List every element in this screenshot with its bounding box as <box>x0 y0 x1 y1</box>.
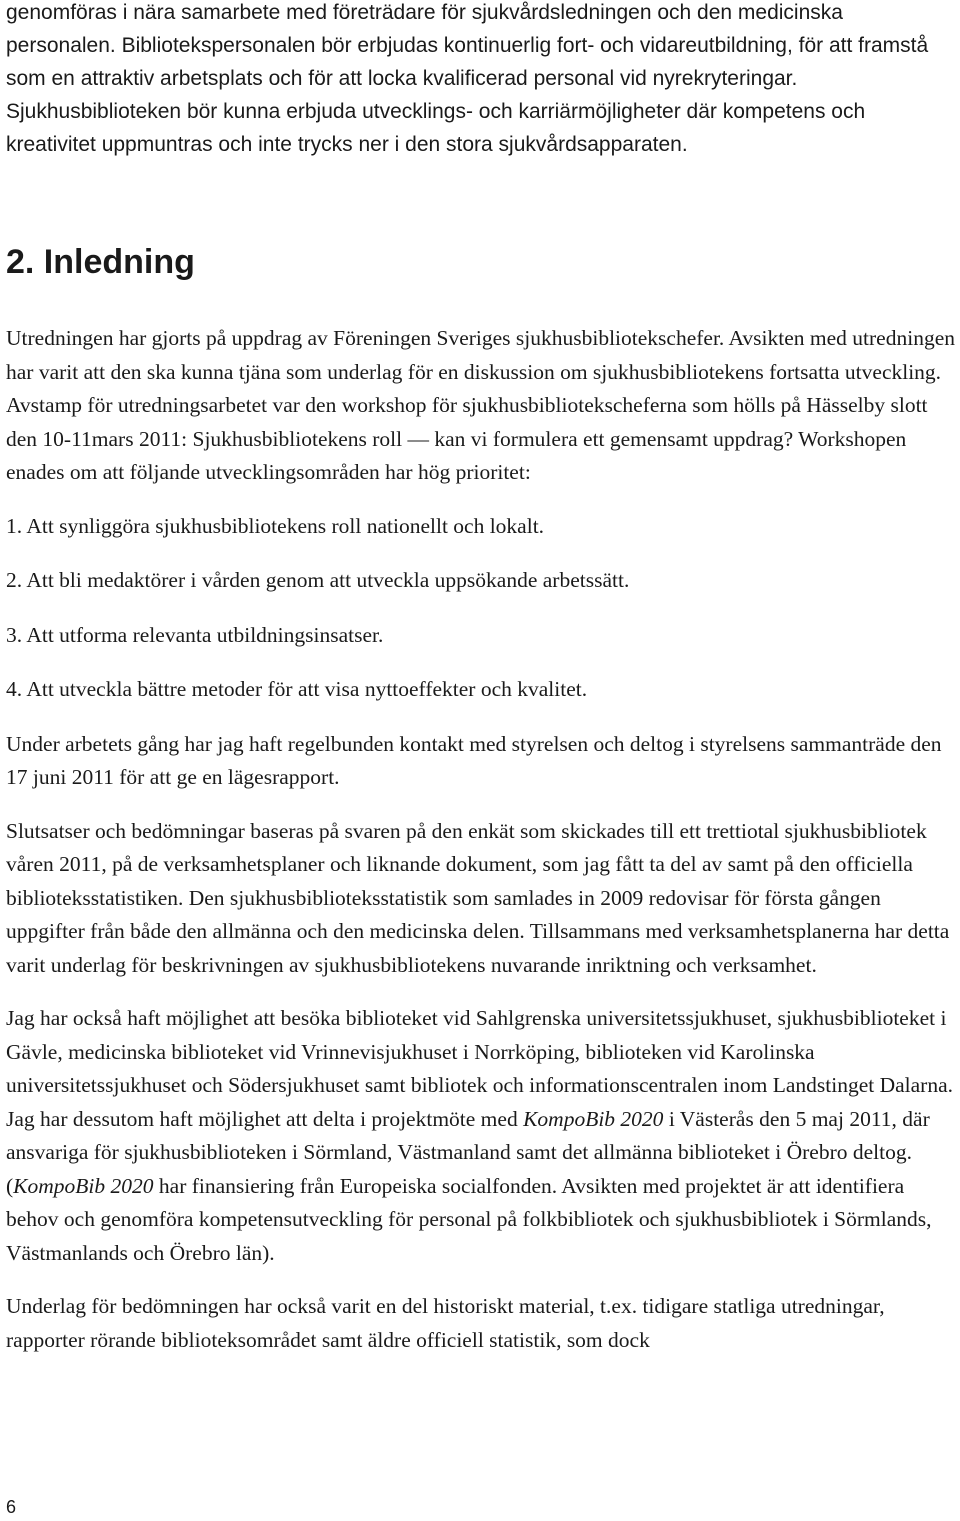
visits-text-3: har finansiering från Europeiska socialfonden. Avsikten med projektet är att identifiera behov och genomföra kompetensutveckling för personal på folkbibliotek och sjukhusbibliotek i Sörmlands, Västmanlands och Örebro län). <box>6 1173 932 1265</box>
paragraph-historical-material: Underlag för bedömningen har också varit en del historiskt material, t.ex. tidigare statliga utredningar, rapporter rörande biblioteksområdet samt äldre officiell statistik, som dock <box>6 1294 885 1352</box>
visits-text-1: Jag har också haft möjlighet att besöka biblioteket vid Sahlgrenska universitetssjukhuset, sjukhusbiblioteket i Gävle, medicinska biblioteket vid Vrinnevisjukhuset i Norrköping, biblioteken vid Karolinska universitetssjukhuset och Södersjukhuset samt bibliotek och informationscentralen inom Landstinget Dalarna. Jag har dessutom haft möjlighet att delta i projektmöte med <box>6 1006 953 1131</box>
paragraph-conclusions: Slutsatser och bedömningar baseras på svaren på den enkät som skickades till ett trettiotal sjukhusbibliotek våren 2011, på de verksamhetsplaner och liknande dokument, som jag fått ta del av samt på den officiella biblioteksstatistiken. Den sjukhusbiblioteksstatistik som samlades in 2009 redovisar för första gången uppgifter från både den allmänna och den medicinska delen. Tillsammans med verksamhetsplanerna har detta varit underlag för beskrivningen av sjukhusbibliotekens nuvarande inriktning och verksamhet. <box>6 818 950 977</box>
section-heading: 2. Inledning <box>6 243 195 281</box>
intro-paragraph: genomföras i nära samarbete med företrädare för sjukvårdsledningen och den medicinska personalen. Bibliotekspersonalen bör erbjudas kontinuerlig fort- och vidareutbildning, för att framstå som en attraktiv arbetsplats och för att locka kvalificerad personal vid nyrekryteringar. Sjukhusbiblioteken bör kunna erbjuda utvecklings- och karriärmöjligheter där kompetens och kreativitet uppmuntras och inte trycks ner i den stora sjukvårdsapparaten. <box>6 1 929 156</box>
paragraph-visits <box>6 1002 956 1270</box>
section-body <box>6 322 956 1377</box>
priority-item-3: 3. Att utforma relevanta utbildningsinsatser. <box>6 622 384 647</box>
priority-item-4: 4. Att utveckla bättre metoder för att visa nyttoeffekter och kvalitet. <box>6 677 588 701</box>
priority-item-1: 1. Att synliggöra sjukhusbibliotekens roll nationellt och lokalt. <box>6 513 545 538</box>
paragraph-board-contact: Under arbetets gång har jag haft regelbunden kontakt med styrelsen och deltog i styrelsens sammanträde den 17 juni 2011 för att ge en lägesrapport. <box>6 731 942 789</box>
priority-item-2: 2. Att bli medaktörer i vården genom att utveckla uppsökande arbetssätt. <box>6 568 630 592</box>
page-number: 6 <box>6 1497 17 1517</box>
visits-text-2: i Västerås den 5 maj 2011, där ansvariga för sjukhusbiblioteken i Sörmland, Västmanland samt det allmänna biblioteket i Örebro deltog. ( <box>6 1106 930 1198</box>
project-name-1: KompoBib 2020 <box>523 1106 664 1131</box>
paragraph-background: Utredningen har gjorts på uppdrag av Föreningen Sveriges sjukhusbibliotekschefer. Avsikten med utredningen har varit att den ska kunna tjäna som underlag för en diskussion om sjukhusbibliotekens fortsatta utveckling. Avstamp för utredningsarbetet var den workshop för sjukhusbibliotekscheferna som hölls på Hässelby slott den 10-11mars 2011: Sjukhusbibliotekens roll — kan vi formulera ett gemensamt uppdrag? Workshopen enades om att följande utvecklingsområden har hög prioritet: <box>6 326 955 484</box>
project-name-2: KompoBib 2020 <box>13 1173 154 1198</box>
